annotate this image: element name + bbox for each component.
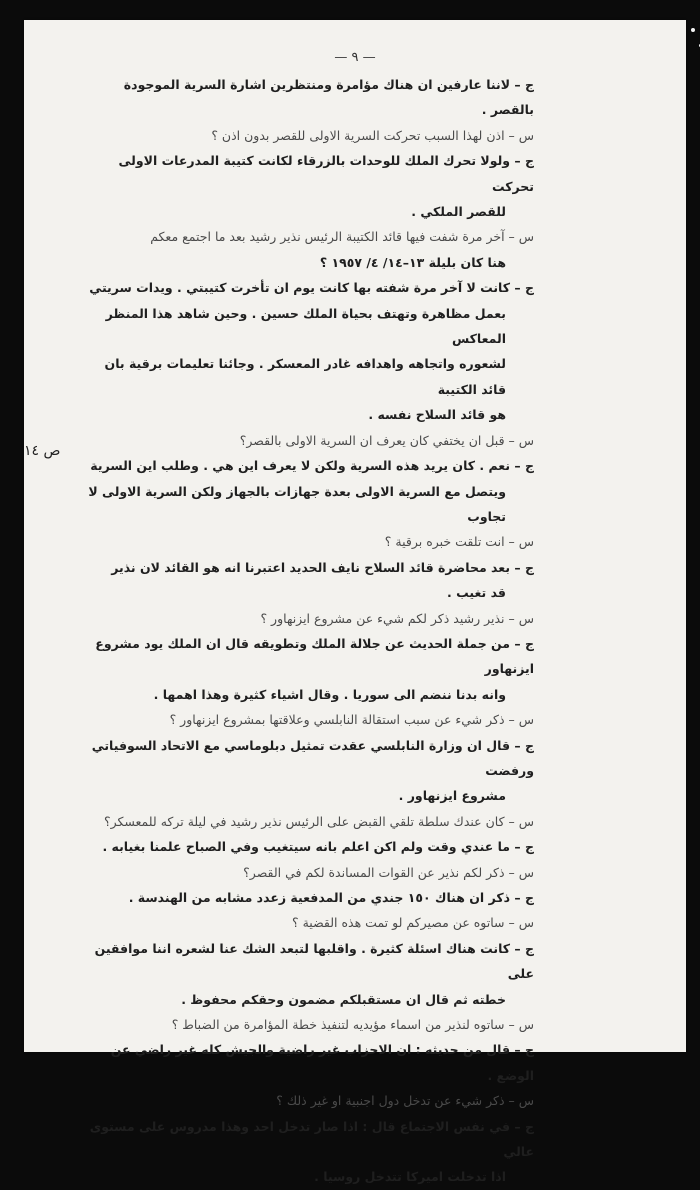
continuation-line: بعمل مظاهرة وتهتف بحياة الملك حسين . وحين شاهد هذا المنظر المعاكس <box>105 305 506 347</box>
interrogation-transcript <box>84 72 534 1190</box>
answer-line: ج – في نفس الاجتماع قال : اذا صار تدخل احد وهذا مدروس على مستوى عالي <box>89 1118 534 1160</box>
answer-line: ج – قال ان وزارة النابلسي عقدت تمثيل دبلوماسي مع الاتحاد السوفياتي ورفضت <box>91 737 534 778</box>
question-line: س – كان عندك سلطة تلقي القبض على الرئيس نذير رشيد في ليلة تركه للمعسكر؟ <box>103 813 534 829</box>
question-line: س – اذن لهذا السبب تحركت السرية الاولى للقصر بدون اذن ؟ <box>211 127 534 143</box>
page-number: — ٩ — <box>334 50 376 65</box>
answer-line: ج – كانت هناك اسئلة كثيرة . واقلبها لتبعد الشك عنا لشعره اننا موافقين على <box>94 940 534 982</box>
answer-line: ج – كانت لا آخر مرة شفته بها كانت يوم ان تأخرت كتيبتي . ويدات سريتي <box>89 280 534 296</box>
question-line: س – ساتوه لنذير من اسماء مؤيديه لتنفيذ خطة المؤامرة من الضباط ؟ <box>171 1017 534 1033</box>
answer-line: ج – قال من حديثه : ان الاحزاب غير راضية والجيش كله غير راضي عن الوضع . <box>110 1042 534 1083</box>
continuation-line: اذا تدخلت اميركا تتدخل روسيا . <box>314 1169 506 1185</box>
answer-line: ج – نعم . كان يريد هذه السرية ولكن لا يعرف اين هي . وطلب اين السرية <box>90 458 534 474</box>
continuation-line: قد تغيب . <box>447 585 506 601</box>
question-line: س – انت تلقت خبره برقية ؟ <box>384 534 534 550</box>
continuation-line: للقصر الملكي . <box>411 204 506 220</box>
continuation-line: هو قائد السلاح نفسه . <box>368 407 506 423</box>
answer-line: ج – من جملة الحديث عن جلالة الملك وتطويقه قال ان الملك يود مشروع ايزنهاور <box>95 635 534 677</box>
question-line: س – آخر مرة شفت فيها قائد الكتيبة الرئيس نذير رشيد بعد ما اجتمع معكم <box>150 229 534 245</box>
punch-hole <box>691 28 695 32</box>
answer-line: ج – ما عندي وقت ولم اكن اعلم بانه سيتغيب وفي الصباح علمنا بغيابه . <box>102 839 534 855</box>
continuation-line: لشعوره واتجاهه واهدافه غادر المعسكر . وجائنا تعليمات برقية بان قائد الكتيبة <box>104 356 506 397</box>
continuation-line: مشروع ايزنهاور . <box>398 788 506 804</box>
question-line: س – ذكر شيء عن سبب استقالة النابلسي وعلاقتها بمشروع ايزنهاور ؟ <box>169 712 534 728</box>
question-line: س – ساتوه عن مصيركم لو تمت هذه القضية ؟ <box>292 915 534 931</box>
continuation-line: وانه بدنا ننضم الى سوريا . وقال اشياء كثيرة وهذا اهمها . <box>153 686 506 702</box>
question-line: س – ذكر لكم نذير عن القوات المساندة لكم في القصر؟ <box>243 864 534 880</box>
continuation-line: خطته ثم قال ان مستقبلكم مضمون وحقكم محفوظ . <box>181 991 506 1007</box>
margin-page-reference: ص ١٤ <box>24 443 61 459</box>
answer-line: ج – لاننا عارفين ان هناك مؤامرة ومنتظرين اشارة السرية الموجودة بالقصر . <box>123 77 534 118</box>
question-line: س – ذكر شيء عن تدخل دول اجنبية او غير ذلك ؟ <box>276 1093 534 1109</box>
answer-line: ج – بعد محاضرة قائد السلاح نايف الحديد اعتبرنا انه هو القائد لان نذير <box>111 559 534 575</box>
answer-line: ج – ولولا تحرك الملك للوحدات بالزرقاء لكانت كتيبة المدرعات الاولى تحركت <box>118 153 534 194</box>
continuation-line: ويتصل مع السرية الاولى بعدة جهازات بالجهاز ولكن السرية الاولى لا تجاوب <box>88 483 506 524</box>
answer-line: ج – ذكر ان هناك ١٥٠ جندي من المدفعية زعدد مشابه من الهندسة . <box>128 890 534 905</box>
question-line: س – قبل ان يختفي كان يعرف ان السرية الاولى بالقصر؟ <box>239 432 534 448</box>
document-page <box>24 20 686 1185</box>
question-line: س – نذير رشيد ذكر لكم شيء عن مشروع ايزنهاور ؟ <box>260 610 534 626</box>
continuation-line: هنا كان بليلة ١٣–١٤/ ٤/ ١٩٥٧ ؟ <box>319 254 506 270</box>
